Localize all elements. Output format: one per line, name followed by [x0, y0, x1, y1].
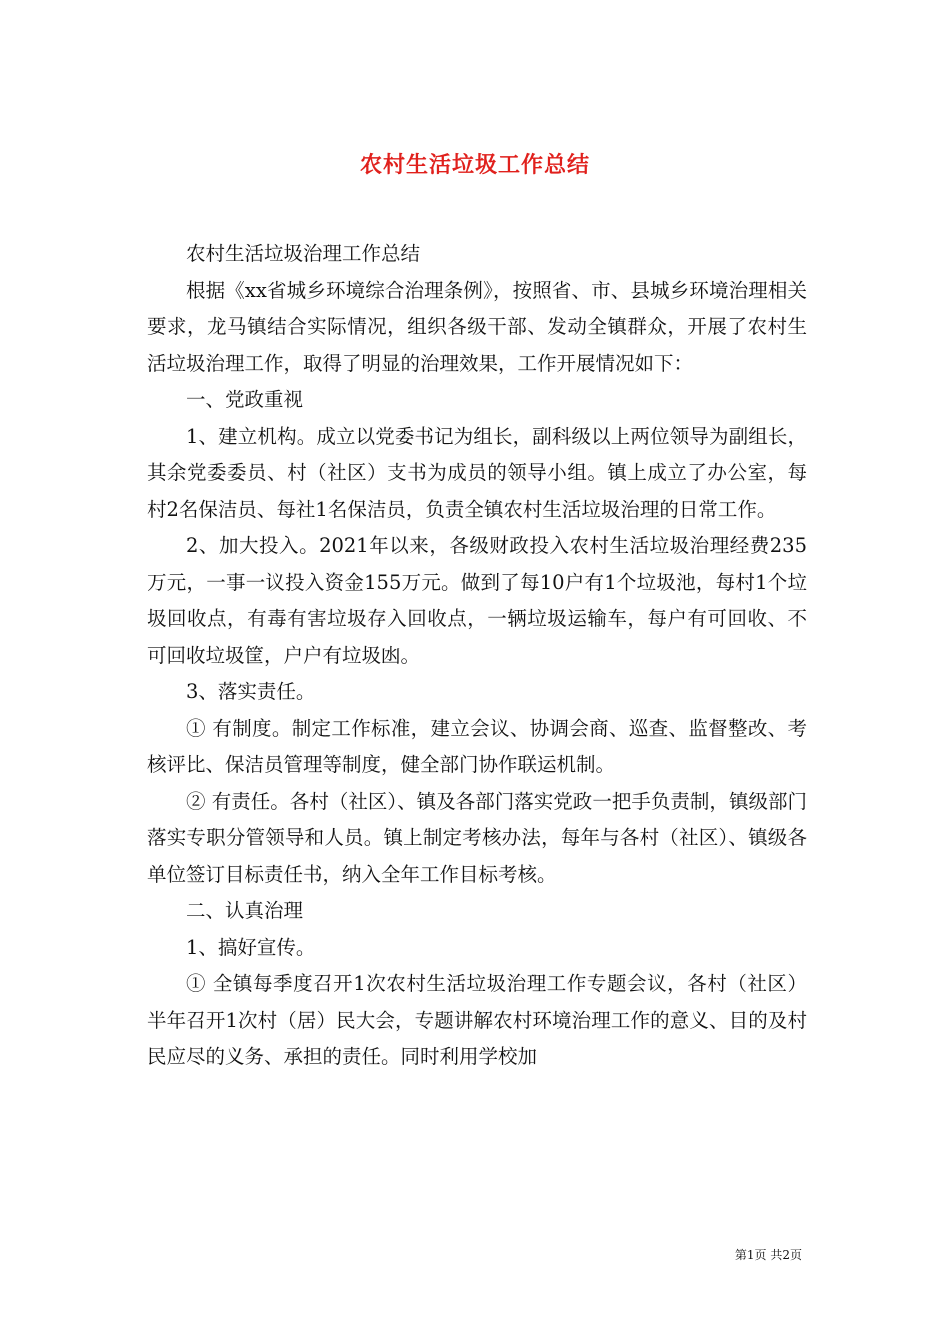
page-footer: 第1页 共2页	[734, 1248, 802, 1262]
paragraph: 1、建立机构。成立以党委书记为组长，副科级以上两位领导为副组长，其余党委委员、村（社区）支书为成员的领导小组。镇上成立了办公室，每村2名保洁员、每社1名保洁员，负责全镇农村生活垃圾治理的日常工作。	[147, 424, 807, 521]
paragraph: 农村生活垃圾治理工作总结	[186, 242, 421, 265]
paragraph: 根据《xx省城乡环境综合治理条例》，按照省、市、县城乡环境治理相关要求，龙马镇结合实际情况，组织各级干部、发动全镇群众，开展了农村生活垃圾治理工作，取得了明显的治理效果，工作开展情况如下：	[147, 278, 807, 375]
document-body	[147, 236, 807, 1076]
paragraph: 3、落实责任。	[186, 680, 316, 703]
paragraph: 1、搞好宣传。	[186, 935, 316, 959]
paragraph: ① 全镇每季度召开1次农村生活垃圾治理工作专题会议，各村（社区）半年召开1次村（居）民大会，专题讲解农村环境治理工作的意义、目的及村民应尽的义务、承担的责任。同时利用学校加	[147, 972, 807, 1068]
paragraph: 二、认真治理	[186, 899, 304, 922]
paragraph: 一、党政重视	[186, 388, 304, 411]
paragraph: ① 有制度。制定工作标准，建立会议、协调会商、巡查、监督整改、考核评比、保洁员管理等制度，健全部门协作联运机制。	[147, 716, 807, 776]
paragraph: 2、加大投入。2021年以来，各级财政投入农村生活垃圾治理经费235万元，一事一议投入资金155万元。做到了每10户有1个垃圾池，每村1个垃圾回收点，有毒有害垃圾存入回收点，一辆垃圾运输车，每户有可回收、不可回收垃圾筐，户户有垃圾凼。	[147, 534, 807, 667]
paragraph: ② 有责任。各村（社区）、镇及各部门落实党政一把手负责制，镇级部门落实专职分管领导和人员。镇上制定考核办法，每年与各村（社区）、镇级各单位签订目标责任书，纳入全年工作目标考核。	[147, 789, 807, 886]
page-title: 农村生活垃圾工作总结	[359, 151, 590, 178]
